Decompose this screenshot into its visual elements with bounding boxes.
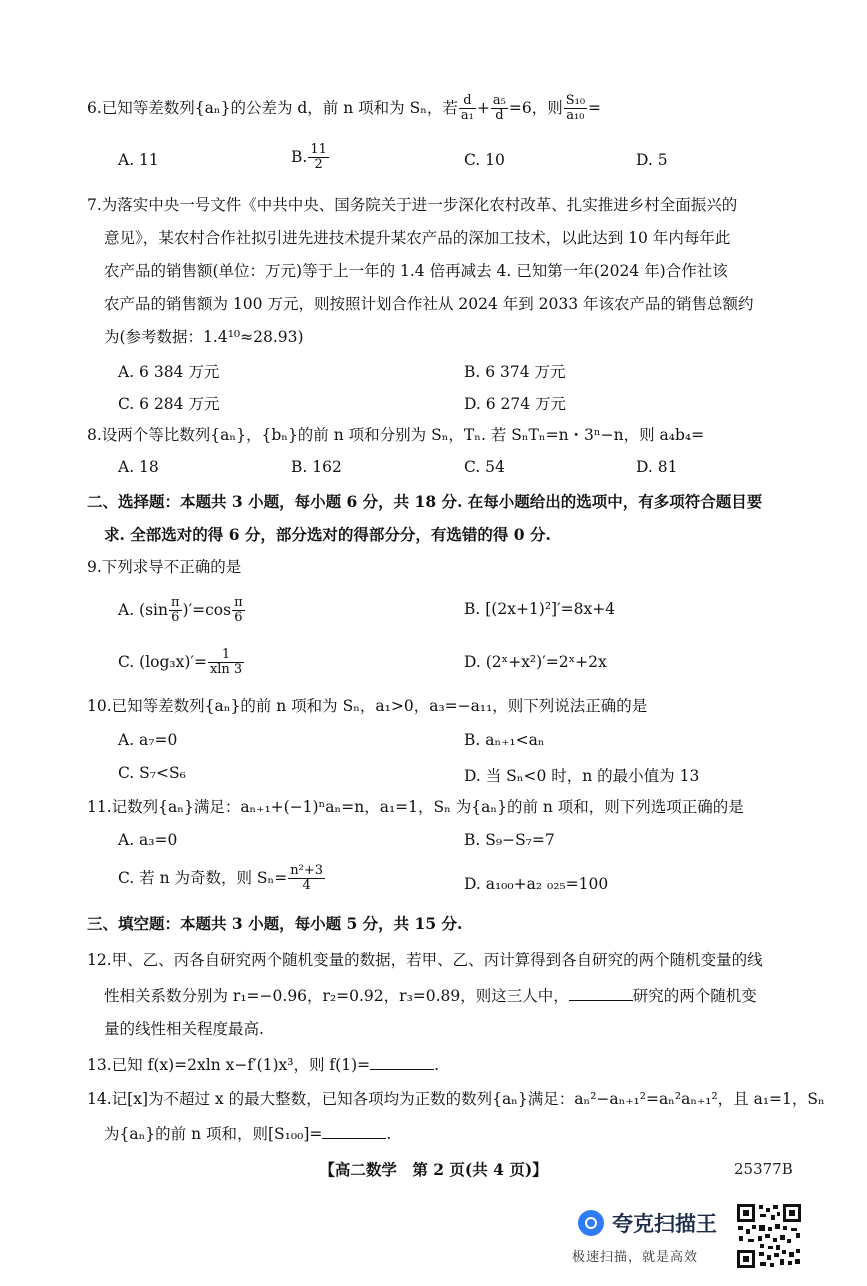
q7-line-1: 7.为落实中央一号文件《中共中央、国务院关于进一步深化农村改革、扎实推进乡村全面振兴的 xyxy=(87,196,738,214)
q14-line-2: 为{aₙ}的前 n 项和，则[S₁₀₀]= . xyxy=(104,1125,392,1143)
q11-option-a: A. a₃=0 xyxy=(118,831,178,849)
q7-option-b: B. 6 374 万元 xyxy=(464,363,566,381)
answer-blank xyxy=(322,1124,386,1139)
q9-option-c: C. (log₃x)′= $\frac{1}{xln 3}$ xyxy=(118,647,243,678)
q12-line-1: 12.甲、乙、丙各自研究两个随机变量的数据，若甲、乙、丙计算得到各自研究的两个随机变量的线 xyxy=(87,951,763,969)
q11-option-b: B. S₉−S₇=7 xyxy=(464,831,555,849)
page-footer: 【高二数学 第 2 页(共 4 页)】 xyxy=(319,1160,548,1179)
q7-option-c: C. 6 284 万元 xyxy=(118,395,220,413)
fraction: $\frac{\text{a₅}}{d}$ xyxy=(492,93,506,124)
q8-option-b: B. 162 xyxy=(291,458,342,476)
scanner-logo-icon xyxy=(578,1210,604,1236)
q9-option-a: A. (sin $\frac{\pi}{6}$ )′=cos $\frac{\pi}{6}$ xyxy=(118,595,243,626)
q7-line-4: 农产品的销售额为 100 万元，则按照计划合作社从 2024 年到 2033 年该农产品的销售总额约 xyxy=(104,295,754,313)
q6-option-a: A. 11 xyxy=(118,151,159,169)
q10-option-b: B. aₙ₊₁<aₙ xyxy=(464,731,545,749)
q9-option-b: B. [(2x+1)²]′=8x+4 xyxy=(464,600,616,618)
q6-option-b: B. $\frac{11}{2}$ xyxy=(291,142,327,173)
q6-option-d: D. 5 xyxy=(636,151,668,169)
q8-stem: 8.设两个等比数列{aₙ}，{bₙ}的前 n 项和分别为 Sₙ，Tₙ. 若 SₙTₙ=n・3ⁿ−n，则 a₄b₄= xyxy=(87,426,705,444)
section-3-heading: 三、填空题：本题共 3 小题，每小题 5 分，共 15 分. xyxy=(87,914,463,933)
section-2-heading-line-2: 求. 全部选对的得 6 分，部分选对的得部分分，有选错的得 0 分. xyxy=(104,525,551,544)
q11-stem: 11.记数列{aₙ}满足：aₙ₊₁+(−1)ⁿaₙ=n，a₁=1，Sₙ 为{aₙ}的前 n 项和，则下列选项正确的是 xyxy=(87,798,744,816)
q12-line-3: 量的线性相关程度最高. xyxy=(104,1020,264,1038)
fraction: $\frac{\text{S₁₀}}{\text{a₁₀}}$ xyxy=(565,93,586,124)
q11-option-d: D. a₁₀₀+a₂ ₀₂₅=100 xyxy=(464,875,609,893)
q7-line-5: 为(参考数据：1.4¹⁰≈28.93) xyxy=(104,328,304,346)
scanner-brand-name: 夸克扫描王 xyxy=(612,1212,717,1236)
q10-option-c: C. S₇<S₆ xyxy=(118,764,186,782)
q6-option-c: C. 10 xyxy=(464,151,505,169)
answer-blank xyxy=(569,986,633,1001)
q12-line-2: 性相关系数分别为 r₁=−0.96，r₂=0.92，r₃=0.89，则这三人中， 研究的两个随机变 xyxy=(104,987,757,1005)
q13-stem: 13.已知 f(x)=2xln x−f′(1)x³，则 f(1)= . xyxy=(87,1056,440,1074)
q10-stem: 10.已知等差数列{aₙ}的前 n 项和为 Sₙ，a₁>0，a₃=−a₁₁，则下列说法正确的是 xyxy=(87,697,648,715)
q6-text: 6.已知等差数列{aₙ}的公差为 d，前 n 项和为 Sₙ，若 xyxy=(87,98,458,117)
qr-code-icon xyxy=(736,1203,802,1269)
exam-code: 25377B xyxy=(734,1160,793,1178)
q10-option-d: D. 当 Sₙ<0 时，n 的最小值为 13 xyxy=(464,767,700,785)
section-2-heading: 二、选择题：本题共 3 小题，每小题 6 分，共 18 分. 在每小题给出的选项中，有多项符合题目要 xyxy=(87,492,763,511)
q7-line-2: 意见》，某农村合作社拟引进先进技术提升某农产品的深加工技术，以此达到 10 年内每年此 xyxy=(104,229,731,247)
answer-blank xyxy=(370,1055,434,1070)
q14-line-1: 14.记[x]为不超过 x 的最大整数，已知各项均为正数的数列{aₙ}满足：aₙ²−aₙ₊₁²=aₙ²aₙ₊₁²，且 a₁=1，Sₙ xyxy=(87,1090,825,1108)
q10-option-a: A. a₇=0 xyxy=(118,731,178,749)
fraction: $\frac{d}{\text{a₁}}$ xyxy=(460,93,474,124)
q8-option-d: D. 81 xyxy=(636,458,678,476)
scanner-tagline: 极速扫描，就是高效 xyxy=(572,1250,699,1265)
q7-option-a: A. 6 384 万元 xyxy=(118,363,220,381)
q7-line-3: 农产品的销售额(单位：万元)等于上一年的 1.4 倍再减去 4. 已知第一年(2024 年)合作社该 xyxy=(104,262,728,280)
q9-stem: 9.下列求导不正确的是 xyxy=(87,558,242,576)
q8-option-c: C. 54 xyxy=(464,458,505,476)
q11-option-c: C. 若 n 为奇数，则 Sₙ= $\frac{\text{n²+3}}{4}$ xyxy=(118,863,323,894)
question-6-stem: 6.已知等差数列{aₙ}的公差为 d，前 n 项和为 Sₙ，若 $\frac{d}{\text{a₁}}$ + $\frac{\text{a₅}}{d}$ =6，则 $\frac{\text{S₁₀}}{\text{a₁₀}}$ = xyxy=(87,93,602,124)
q9-option-d: D. (2ˣ+x²)′=2ˣ+2x xyxy=(464,653,607,671)
q8-option-a: A. 18 xyxy=(118,458,159,476)
q7-option-d: D. 6 274 万元 xyxy=(464,395,567,413)
